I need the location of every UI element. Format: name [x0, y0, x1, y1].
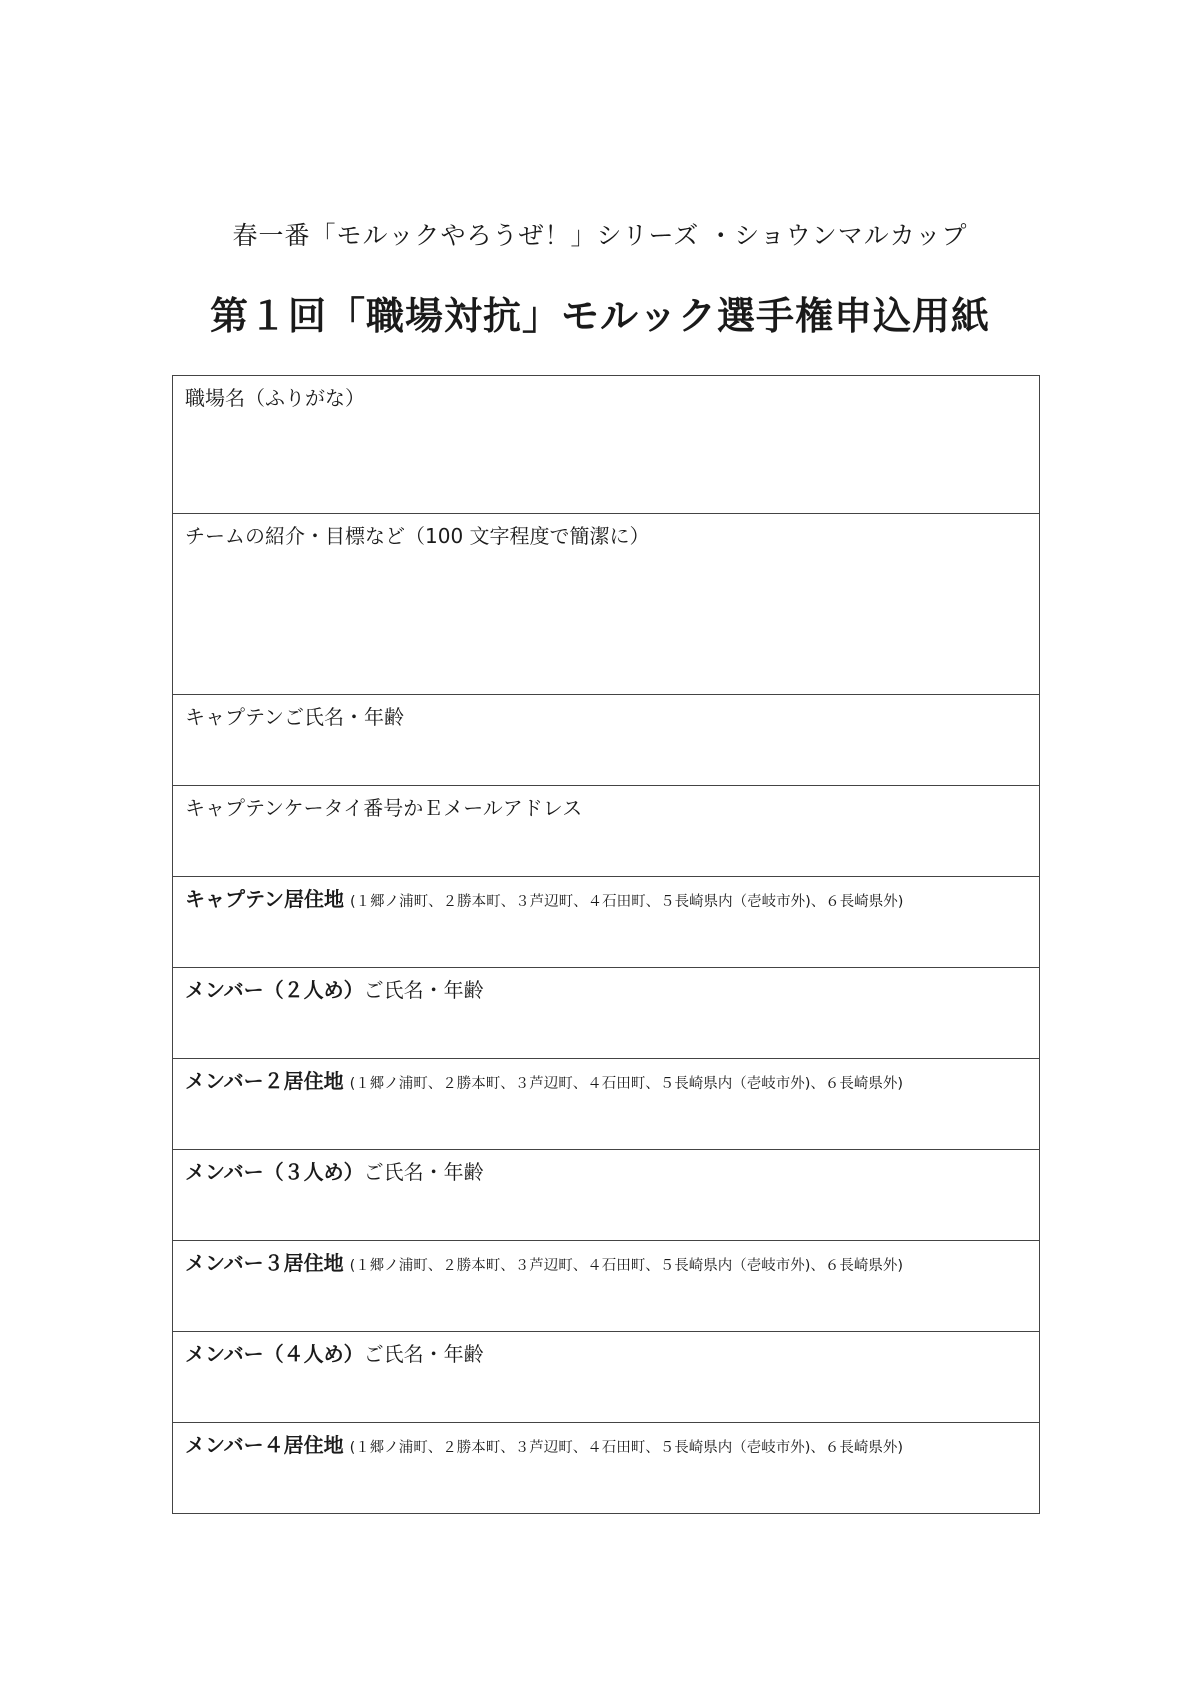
row-label — [185, 883, 903, 912]
label-text: メンバー３居住地 — [185, 1251, 344, 1275]
row-label — [185, 701, 404, 730]
document-subtitle: 春一番「モルックやろうぜ！」シリーズ ・ショウンマルカップ — [232, 221, 968, 250]
label-text: ご氏名・年齢 — [363, 1160, 484, 1184]
label-text: キャプテン居住地 — [185, 887, 344, 911]
row-label — [185, 1065, 903, 1094]
document-title: 第１回「職場対抗」モルック選手権申込用紙 — [209, 294, 990, 338]
label-text: ご氏名・年齢 — [363, 978, 484, 1002]
form-row-captain-name-age[interactable] — [173, 694, 1039, 785]
label-member-prefix: メンバー（４人め） — [185, 1342, 364, 1366]
form-row-captain-residence[interactable] — [173, 876, 1039, 967]
row-label — [185, 382, 365, 411]
row-label — [185, 520, 650, 549]
label-text: キャプテンケータイ番号かＥメールアドレス — [185, 796, 583, 820]
form-row-workplace-name[interactable] — [173, 376, 1039, 513]
form-row-captain-contact[interactable] — [173, 785, 1039, 876]
label-member-prefix: メンバー（２人め） — [185, 978, 364, 1002]
residence-options-note: (１郷ノ浦町、２勝本町、３芦辺町、４石田町、５長崎県内（壱岐市外)、６長崎県外) — [349, 1258, 904, 1274]
form-row-member3-name-age[interactable] — [173, 1149, 1039, 1240]
residence-options-note: (１郷ノ浦町、２勝本町、３芦辺町、４石田町、５長崎県内（壱岐市外)、６長崎県外) — [349, 1076, 904, 1092]
label-text: メンバー２居住地 — [185, 1069, 344, 1093]
form-row-member2-residence[interactable] — [173, 1058, 1039, 1149]
row-label — [185, 792, 582, 821]
form-row-member2-name-age[interactable] — [173, 967, 1039, 1058]
label-text: チームの紹介・目標など（100 文字程度で簡潔に） — [185, 524, 650, 548]
label-text: メンバー４居住地 — [185, 1433, 344, 1457]
form-row-member4-name-age[interactable] — [173, 1331, 1039, 1422]
label-member-prefix: メンバー（３人め） — [185, 1160, 364, 1184]
form-row-member4-residence[interactable] — [173, 1422, 1039, 1513]
row-label — [185, 1338, 484, 1367]
row-label — [185, 1247, 903, 1276]
row-label — [185, 1429, 903, 1458]
residence-options-note: (１郷ノ浦町、２勝本町、３芦辺町、４石田町、５長崎県内（壱岐市外)、６長崎県外) — [350, 894, 904, 910]
residence-options-note: (１郷ノ浦町、２勝本町、３芦辺町、４石田町、５長崎県内（壱岐市外)、６長崎県外) — [349, 1440, 904, 1456]
label-text: ご氏名・年齢 — [363, 1342, 484, 1366]
form-row-member3-residence[interactable] — [173, 1240, 1039, 1331]
form-row-team-intro[interactable] — [173, 513, 1039, 694]
row-label — [185, 1156, 484, 1185]
label-text: キャプテンご氏名・年齢 — [185, 705, 404, 729]
row-label — [185, 974, 484, 1003]
application-form-table — [172, 375, 1040, 1514]
label-text: 職場名（ふりがな） — [185, 386, 365, 410]
